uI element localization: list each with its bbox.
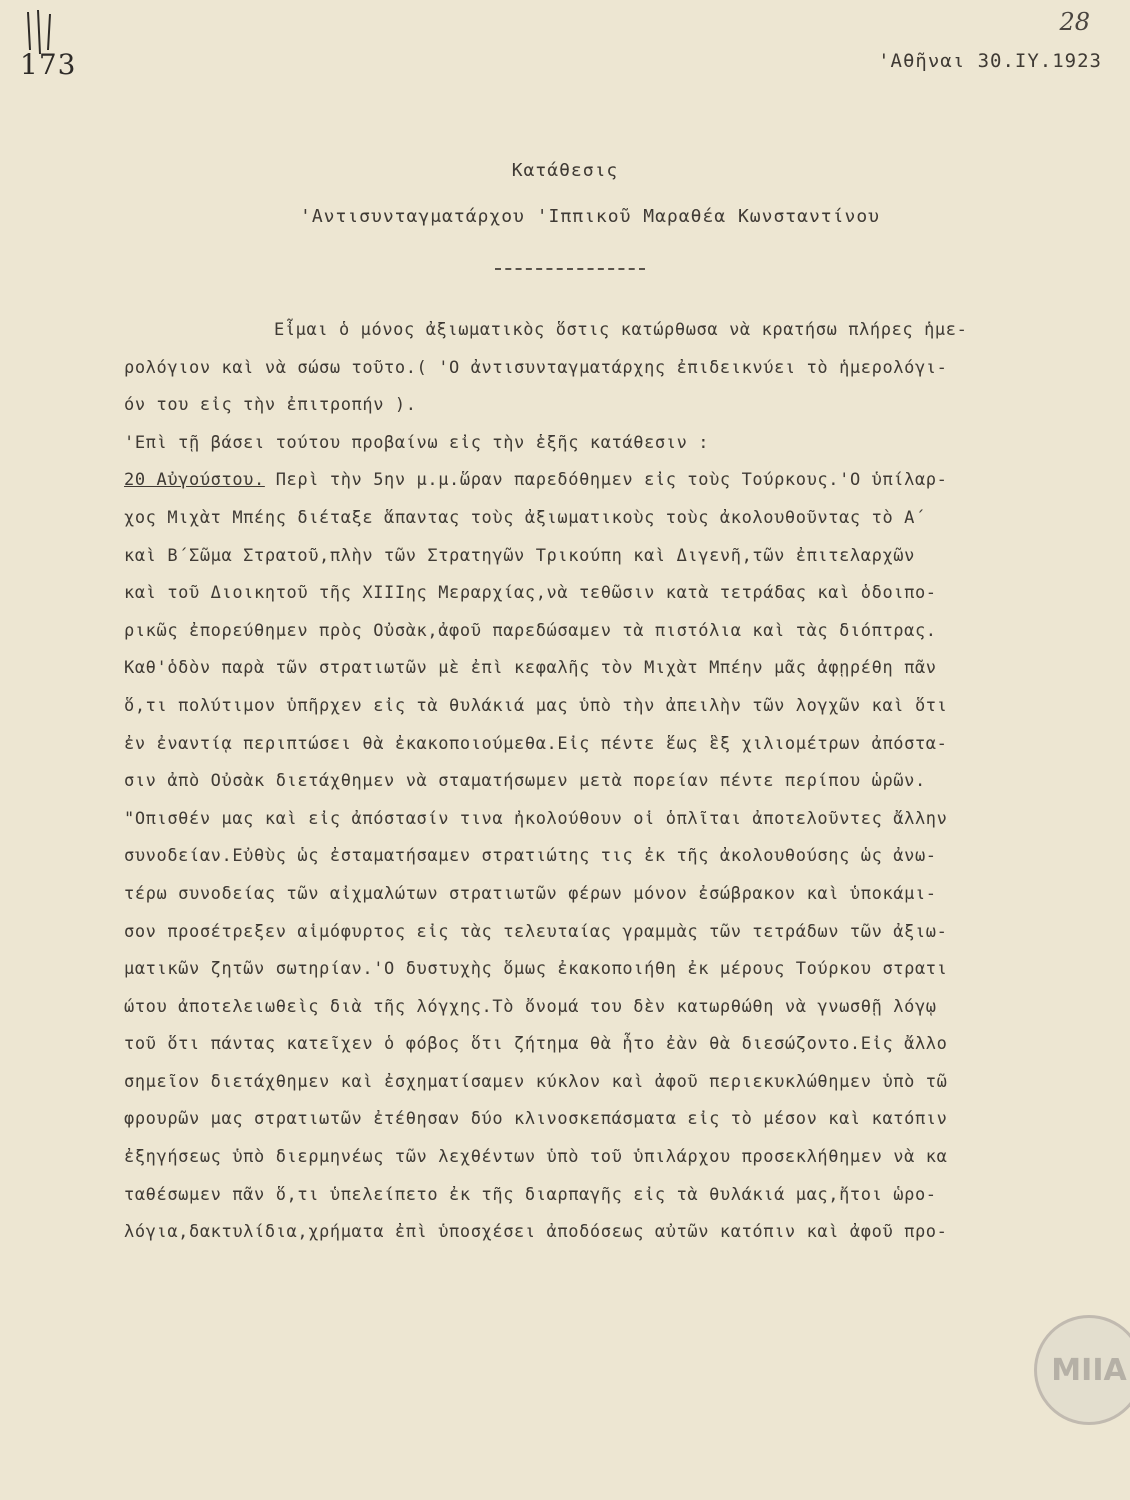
text-run: Περὶ τὴν 5ην μ.μ.ὥραν παρεδόθημεν εἰς τοὺς Τούρκους.'Ο ὑπίλαρ- xyxy=(264,470,948,491)
text-line: χος Μιχὰτ Μπέης διέταξε ἅπαντας τοὺς ἀξιωματικοὺς τοὺς ἀκολουθοῦντας τὸ Α΄ xyxy=(124,507,926,528)
text-line: ὅ,τι πολύτιμον ὑπῆρχεν εἰς τὰ θυλάκιά μας ὑπὸ τὴν ἀπειλὴν τῶν λογχῶν καὶ ὅτι xyxy=(124,695,948,716)
document-title: Κατάθεσις xyxy=(511,160,619,181)
text-line: "Οπισθέν μας καὶ εἰς ἀπόστασίν τινα ἠκολούθουν οἱ ὁπλῖται ἀποτελοῦντες ἄλλην xyxy=(124,808,948,829)
text-line: σον προσέτρεξεν αἱμόφυρτος εἰς τὰς τελευταίας γραμμὰς τῶν τετράδων τῶν ἀξιω- xyxy=(124,921,948,942)
document-subtitle: 'Αντισυνταγματάρχου 'Ιππικοῦ Μαραθέα Κωνσταντίνου xyxy=(299,206,880,227)
text-line: Εἶμαι ὁ μόνος ἀξιωματικὸς ὅστις κατώρθωσα νὰ κρατήσω πλήρες ἡμε- xyxy=(274,320,968,340)
text-line: 'Επὶ τῇ βάσει τούτου προβαίνω εἰς τὴν ἑξῆς κατάθεσιν : xyxy=(124,432,710,453)
folio-number: 173 xyxy=(20,48,77,81)
page-number: 28 xyxy=(1059,8,1090,36)
text-line: λόγια,δακτυλίδια,χρήματα ἐπὶ ὑποσχέσει ἀποδόσεως αὐτῶν κατόπιν καὶ ἀφοῦ προ- xyxy=(124,1222,948,1243)
text-line: όν του εἰς τὴν ἐπιτροπήν ). xyxy=(124,395,417,416)
text-line xyxy=(124,462,1124,500)
testimony-body xyxy=(124,312,1124,1252)
text-line: καὶ τοῦ Διοικητοῦ τῆς ΧΙΙΙης Μεραρχίας,νὰ τεθῶσιν κατὰ τετράδας καὶ ὁδοιπο- xyxy=(124,583,937,604)
text-line: σιν ἀπὸ Οὐσὰκ διετάχθημεν νὰ σταματήσωμεν μετὰ πορείαν πέντε περίπου ὡρῶν. xyxy=(124,771,926,792)
text-line: σημεῖον διετάχθημεν καὶ ἐσχηματίσαμεν κύκλον καὶ ἀφοῦ περιεκυκλώθημεν ὑπὸ τῶ xyxy=(124,1071,948,1092)
text-line: ἐν ἐναντίᾳ περιπτώσει θὰ ἐκακοποιούμεθα.Εἰς πέντε ἕως ἓξ χιλιομέτρων ἀπόστα- xyxy=(124,733,948,754)
stamp-text: ΜΙΙΑ xyxy=(1051,1352,1127,1388)
text-line: ταθέσωμεν πᾶν ὅ,τι ὑπελείπετο ἐκ τῆς διαρπαγῆς εἰς τὰ θυλάκιά μας,ἤτοι ὡρο- xyxy=(124,1184,937,1205)
text-line: ρολόγιον καὶ νὰ σώσω τοῦτο.( 'Ο ἀντισυνταγματάρχης ἐπιδεικνύει τὸ ἡμερολόγι- xyxy=(124,357,948,378)
text-line: καὶ Β΄Σῶμα Στρατοῦ,πλὴν τῶν Στρατηγῶν Τρικούπη καὶ Διγενῆ,τῶν ἐπιτελαρχῶν xyxy=(124,545,915,566)
text-line: ρικῶς ἐπορεύθημεν πρὸς Οὐσὰκ,ἀφοῦ παρεδώσαμεν τὰ πιστόλια καὶ τὰς διόπτρας. xyxy=(124,620,937,641)
text-line: συνοδείαν.Εὐθὺς ὡς ἐσταματήσαμεν στρατιώτης τις ἐκ τῆς ἀκολουθούσης ὡς ἀνω- xyxy=(124,846,937,867)
text-line: ἐξηγήσεως ὑπὸ διερμηνέως τῶν λεχθέντων ὑπὸ τοῦ ὑπιλάρχου προσεκλήθημεν νὰ κα xyxy=(124,1147,948,1168)
text-line: τέρω συνοδείας τῶν αἰχμαλώτων στρατιωτῶν φέρων μόνον ἐσώβρακον καὶ ὑποκάμι- xyxy=(124,883,937,904)
text-line: ώτου ἀποτελειωθεὶς διὰ τῆς λόγχης.Τὸ ὄνομά του δὲν κατωρθώθη νὰ γνωσθῇ λόγῳ xyxy=(124,996,937,1017)
text-line: τοῦ ὅτι πάντας κατεῖχεν ὁ φόβος ὅτι ζήτημα θὰ ἦτο ἐὰν θὰ διεσώζοντο.Εἰς ἄλλο xyxy=(124,1034,948,1055)
text-line: ματικῶν ζητῶν σωτηρίαν.'Ο δυστυχὴς ὅμως ἐκακοποιήθη ἐκ μέρους Τούρκου στρατι xyxy=(124,959,948,980)
text-line: φρουρῶν μας στρατιωτῶν ἐτέθησαν δύο κλινοσκεπάσματα εἰς τὸ μέσον καὶ κατόπιν xyxy=(124,1109,948,1130)
title-divider xyxy=(495,268,645,270)
text-line: Καθ'ὁδὸν παρὰ τῶν στρατιωτῶν μὲ ἐπὶ κεφαλῆς τὸν Μιχὰτ Μπέην μᾶς ἀφῃρέθη πᾶν xyxy=(124,658,937,679)
date-heading: 20 Αὐγούστου. xyxy=(124,470,265,491)
document-date: 'Αθῆναι 30.ΙΥ.1923 xyxy=(878,50,1102,72)
archive-stamp xyxy=(1034,1315,1130,1425)
